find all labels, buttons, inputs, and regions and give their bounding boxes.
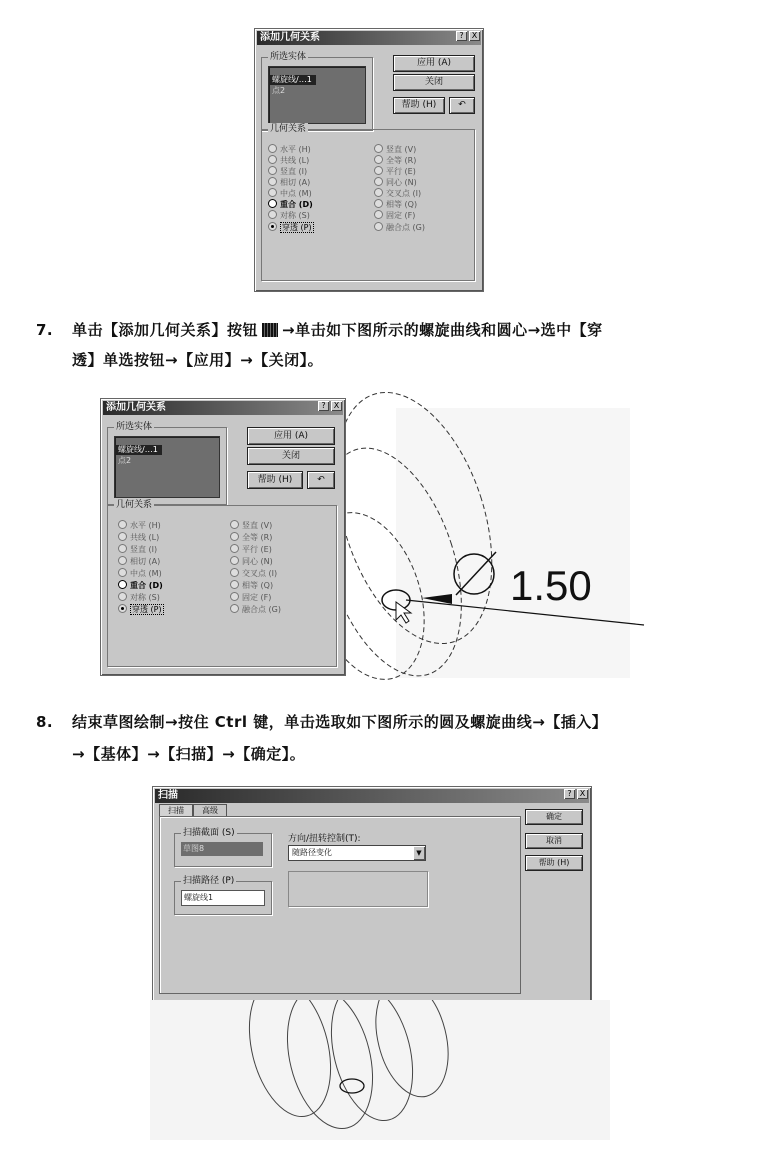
radio-pierce[interactable] [268, 222, 314, 233]
radio-icon [268, 188, 277, 197]
radio-icon [118, 544, 127, 553]
radio-concentric[interactable] [230, 556, 273, 567]
radio-vertical-2[interactable] [230, 520, 272, 531]
radio-label: 同心 (N) [386, 178, 417, 187]
undo-button[interactable]: ↶ [307, 471, 335, 489]
radio-label: 固定 (F) [242, 593, 272, 602]
radio-label: 中点 (M) [280, 189, 312, 198]
radio-label: 相等 (Q) [386, 200, 418, 209]
profile-field[interactable]: 草图8 [181, 842, 263, 856]
radio-symmetric[interactable] [268, 210, 310, 221]
profile-label: 扫描截面 (S) [183, 828, 235, 838]
radio-label: 水平 (H) [280, 145, 311, 154]
sweep-background [150, 1000, 610, 1140]
radio-icon [374, 177, 383, 186]
radio-label: 共线 (L) [130, 533, 160, 542]
radio-vertical[interactable] [268, 166, 307, 177]
list-item[interactable]: 螺旋线/…1 [115, 445, 162, 455]
selected-entities-group [261, 52, 373, 131]
radio-label: 重合 (D) [280, 200, 313, 209]
add-relation-button-icon [262, 323, 278, 337]
path-group [174, 876, 272, 915]
radio-label: 交叉点 (I) [242, 569, 278, 578]
close-title-button[interactable]: X [577, 789, 588, 799]
selected-entities-list[interactable] [268, 66, 366, 124]
dialog-title-bar [257, 31, 481, 45]
step8-line2: →【基体】→【扫描】→【确定】。 [72, 745, 306, 763]
radio-merge[interactable] [374, 222, 425, 233]
list-item[interactable]: 点2 [118, 456, 132, 465]
radio-label: 交叉点 (I) [386, 189, 422, 198]
radio-icon [374, 199, 383, 208]
radio-label: 穿透 (P) [282, 223, 312, 232]
step7-line1 [72, 316, 603, 344]
cancel-button[interactable]: 取消 [525, 833, 583, 849]
step8-number: 8. [36, 713, 54, 731]
dialog-title: 添加几何关系 [106, 402, 166, 413]
radio-symmetric[interactable] [118, 592, 160, 603]
radio-horizontal[interactable] [118, 520, 161, 531]
selected-entities-group [107, 422, 227, 505]
sweep-helix [150, 1000, 610, 1140]
help-button[interactable]: 帮助 (H) [393, 97, 445, 114]
radio-label: 中点 (M) [130, 569, 162, 578]
figure-2 [96, 390, 656, 686]
radio-checked-icon [268, 222, 277, 231]
close-button[interactable]: 关闭 [247, 447, 335, 465]
radio-label: 竖直 (V) [386, 145, 417, 154]
radio-label: 全等 (R) [242, 533, 273, 542]
selected-entities-label: 所选实体 [116, 422, 153, 432]
radio-collinear[interactable] [118, 532, 159, 543]
radio-icon [230, 604, 239, 613]
orientation-select[interactable] [288, 845, 426, 861]
radio-tangent[interactable] [268, 177, 310, 188]
radio-fixed[interactable] [230, 592, 271, 603]
add-relation-dialog-second [100, 398, 346, 676]
radio-icon [374, 166, 383, 175]
radio-label: 共线 (L) [280, 156, 310, 165]
radio-pierce[interactable] [118, 604, 164, 615]
options-frame [288, 871, 428, 907]
radio-fixed[interactable] [374, 210, 415, 221]
radio-horizontal[interactable] [268, 144, 311, 155]
radio-icon [230, 556, 239, 565]
profile-group [174, 828, 272, 867]
radio-label: 相切 (A) [280, 178, 311, 187]
radio-midpoint[interactable] [118, 568, 162, 579]
radio-vertical[interactable] [118, 544, 157, 555]
step7-line1-b: →单击如下图所示的螺旋曲线和圆心→选中【穿 [282, 321, 603, 339]
orientation-label: 方向/扭转控制(T): [288, 834, 361, 844]
dialog-title: 扫描 [158, 790, 178, 801]
list-item[interactable]: 螺旋线/…1 [269, 75, 316, 85]
apply-button[interactable]: 应用 (A) [393, 55, 475, 72]
sweep-dialog [152, 786, 592, 1002]
radio-label: 重合 (D) [130, 581, 163, 590]
dialog-title-bar [103, 401, 343, 415]
background-panel [396, 408, 630, 678]
radio-label: 融合点 (G) [386, 223, 425, 232]
radio-parallel[interactable] [230, 544, 272, 555]
radio-label: 竖直 (I) [130, 545, 158, 554]
radio-icon [118, 532, 127, 541]
help-title-button[interactable]: ? [564, 789, 575, 799]
dialog-title: 添加几何关系 [260, 32, 320, 43]
relations-label: 几何关系 [116, 500, 153, 510]
orientation-value: 随路径变化 [292, 848, 332, 857]
radio-icon [118, 556, 127, 565]
ok-button[interactable]: 确定 [525, 809, 583, 825]
radio-icon [230, 568, 239, 577]
radio-label: 穿透 (P) [132, 605, 162, 614]
step8-line1: 结束草图绘制→按住 Ctrl 键，单击选取如下图所示的圆及螺旋曲线→【插入】 [72, 713, 608, 731]
radio-label: 竖直 (I) [280, 167, 308, 176]
radio-equal-curve[interactable] [374, 155, 416, 166]
radio-icon [374, 144, 383, 153]
path-field[interactable]: 螺旋线1 [181, 890, 265, 906]
radio-icon [268, 210, 277, 219]
radio-icon [268, 177, 277, 186]
radio-concentric[interactable] [374, 177, 417, 188]
radio-icon [268, 144, 277, 153]
radio-icon [374, 188, 383, 197]
radio-icon [268, 166, 277, 175]
help-button[interactable]: 帮助 (H) [247, 471, 303, 489]
selected-entities-list[interactable] [114, 436, 220, 498]
step7-number: 7. [36, 321, 54, 339]
help-button[interactable]: 帮助 (H) [525, 855, 583, 871]
radio-icon [230, 592, 239, 601]
radio-label: 相等 (Q) [242, 581, 274, 590]
radio-label: 对称 (S) [130, 593, 160, 602]
help-title-button[interactable]: ? [318, 401, 329, 411]
dimension-value: 1.50 [510, 562, 592, 609]
radio-icon [118, 568, 127, 577]
chevron-down-icon[interactable]: ▼ [413, 846, 425, 860]
radio-equal[interactable] [230, 580, 273, 591]
radio-label: 融合点 (G) [242, 605, 281, 614]
radio-icon [118, 520, 127, 529]
radio-parallel[interactable] [374, 166, 416, 177]
radio-label: 固定 (F) [386, 211, 416, 220]
radio-intersection[interactable] [230, 568, 277, 579]
radio-label: 平行 (E) [386, 167, 416, 176]
radio-collinear[interactable] [268, 155, 309, 166]
radio-merge[interactable] [230, 604, 281, 615]
radio-coincident[interactable] [268, 199, 313, 210]
add-relation-dialog-top [254, 28, 484, 292]
radio-label: 同心 (N) [242, 557, 273, 566]
tab-advanced[interactable]: 高级 [193, 804, 227, 817]
list-item[interactable]: 点2 [272, 86, 286, 95]
step7-line1-a: 单击【添加几何关系】按钮 [72, 321, 259, 339]
selected-entities-label: 所选实体 [270, 52, 307, 62]
radio-tangent[interactable] [118, 556, 160, 567]
radio-label: 全等 (R) [386, 156, 417, 165]
radio-midpoint[interactable] [268, 188, 312, 199]
radio-equal-curve[interactable] [230, 532, 272, 543]
radio-icon [118, 580, 127, 589]
radio-icon [230, 520, 239, 529]
radio-label: 平行 (E) [242, 545, 272, 554]
radio-equal[interactable] [374, 199, 417, 210]
relations-group [107, 500, 337, 667]
radio-icon [374, 155, 383, 164]
path-label: 扫描路径 (P) [183, 876, 235, 886]
radio-coincident[interactable] [118, 580, 163, 591]
undo-button[interactable]: ↶ [449, 97, 475, 114]
close-button[interactable]: 关闭 [393, 74, 475, 91]
apply-button[interactable]: 应用 (A) [247, 427, 335, 445]
radio-label: 竖直 (V) [242, 521, 273, 530]
radio-label: 相切 (A) [130, 557, 161, 566]
step7-line2: 透】单选按钮→【应用】→【关闭】。 [72, 351, 324, 369]
close-title-button[interactable]: X [331, 401, 342, 411]
radio-checked-icon [118, 604, 127, 613]
radio-icon [268, 199, 277, 208]
radio-icon [374, 222, 383, 231]
radio-label: 水平 (H) [130, 521, 161, 530]
relations-group [261, 124, 475, 281]
radio-vertical-2[interactable] [374, 144, 416, 155]
radio-label: 对称 (S) [280, 211, 310, 220]
close-title-button[interactable]: X [469, 31, 480, 41]
tab-panel [159, 816, 521, 994]
radio-intersection[interactable] [374, 188, 421, 199]
dialog-title-bar [155, 789, 589, 803]
radio-icon [374, 210, 383, 219]
radio-icon [118, 592, 127, 601]
radio-icon [230, 532, 239, 541]
relations-label: 几何关系 [270, 124, 307, 134]
radio-icon [230, 580, 239, 589]
radio-icon [230, 544, 239, 553]
help-title-button[interactable]: ? [456, 31, 467, 41]
tab-sweep[interactable]: 扫描 [159, 804, 193, 817]
radio-icon [268, 155, 277, 164]
